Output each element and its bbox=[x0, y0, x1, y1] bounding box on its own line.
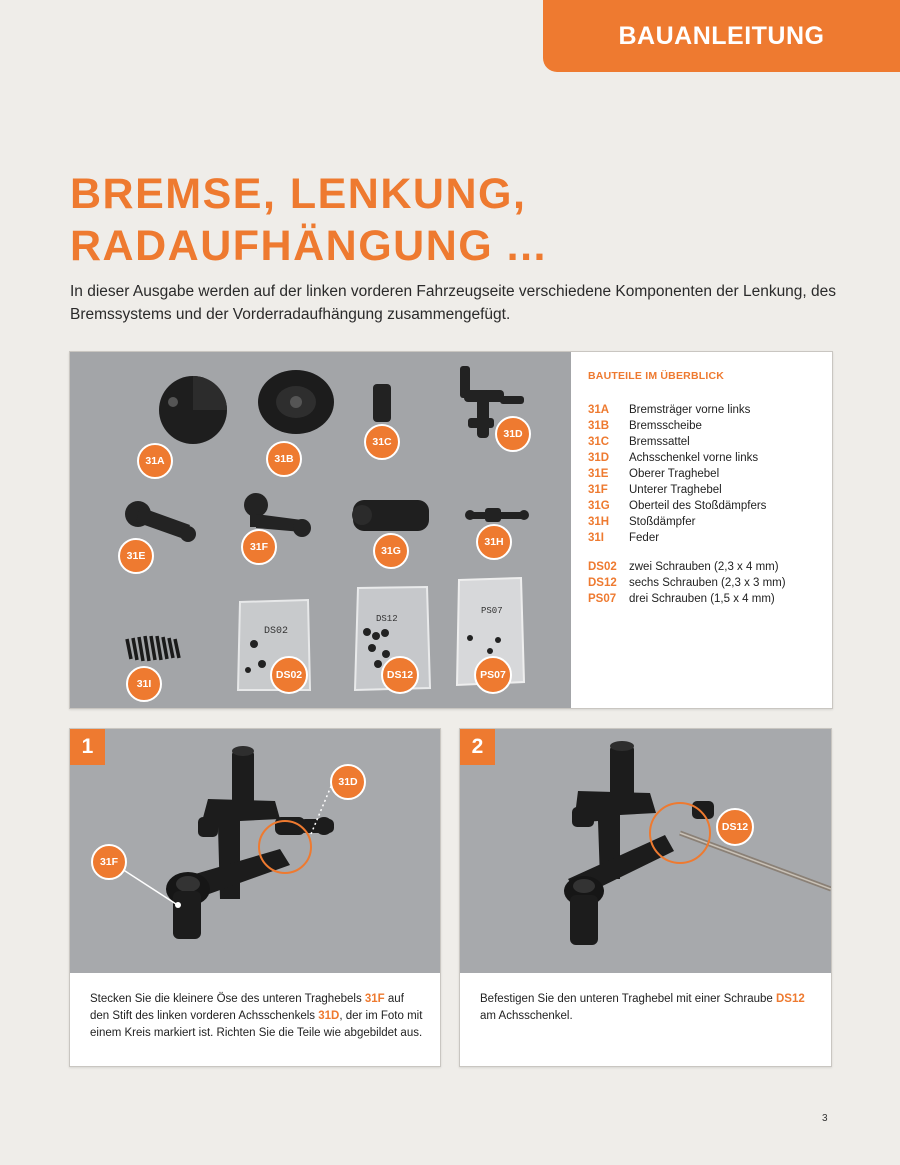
legend-code: DS12 bbox=[588, 577, 617, 589]
badge-31i: 31I bbox=[126, 666, 162, 702]
legend-name: Oberteil des Stoßdämpfers bbox=[629, 500, 767, 512]
legend-row bbox=[588, 434, 823, 450]
badge-31e: 31E bbox=[118, 538, 154, 574]
step-1-illustration bbox=[70, 729, 440, 973]
legend-code: 31F bbox=[588, 484, 608, 496]
part-31h-image bbox=[465, 508, 529, 522]
bag-print-ds02: DS02 bbox=[264, 626, 289, 637]
section-tab: BAUANLEITUNG bbox=[543, 0, 900, 72]
legend-code: 31B bbox=[588, 420, 610, 432]
legend-name: Unterer Traghebel bbox=[629, 484, 722, 496]
screws-list bbox=[588, 559, 823, 607]
step-2-number: 2 bbox=[460, 729, 495, 765]
intro-text: In dieser Ausgabe werden auf der linken vorderen Fahrzeugseite verschiedene Komponenten der Lenkung, des Bremssystems und der Vorderradaufhängung zusammengefügt. bbox=[70, 283, 837, 323]
part-31a-image bbox=[159, 376, 227, 444]
part-31c-image bbox=[373, 384, 391, 422]
part-31b-image bbox=[258, 370, 334, 434]
step-2 bbox=[459, 728, 832, 1067]
legend-title: BAUTEILE IM ÜBERBLICK bbox=[588, 370, 725, 382]
step-2-text: Befestigen Sie den unteren Traghebel mit einer Schraube DS12 am Achsschenkel. bbox=[480, 993, 805, 1022]
legend-row bbox=[588, 482, 823, 498]
legend-code: 31D bbox=[588, 452, 610, 464]
badge-ds12: DS12 bbox=[381, 656, 419, 694]
callout-ds12: DS12 bbox=[716, 808, 754, 846]
legend-name: sechs Schrauben (2,3 x 3 mm) bbox=[629, 577, 786, 589]
badge-31c: 31C bbox=[364, 424, 400, 460]
step-1-text: Stecken Sie die kleinere Öse des unteren Traghebels 31F auf den Stift des linken vorderen Achsschenkels 31D, der im Foto mit einem Kreis markiert ist. Richten Sie die Teile wie abgebildet aus. bbox=[90, 993, 423, 1039]
title-line-2: RADAUFHÄNGUNG ... bbox=[70, 222, 547, 270]
legend-code: 31H bbox=[588, 516, 610, 528]
badge-31f: 31F bbox=[241, 529, 277, 565]
step-1-number: 1 bbox=[70, 729, 105, 765]
badge-ps07: PS07 bbox=[474, 656, 512, 694]
page-title bbox=[70, 168, 547, 272]
badge-31b: 31B bbox=[266, 441, 302, 477]
legend-row bbox=[588, 418, 823, 434]
legend-name: Bremsträger vorne links bbox=[629, 404, 751, 416]
legend-name: drei Schrauben (1,5 x 4 mm) bbox=[629, 593, 775, 605]
step-1-photo bbox=[70, 729, 440, 973]
legend-code: 31I bbox=[588, 532, 604, 544]
legend-code: 31E bbox=[588, 468, 609, 480]
part-31i-image bbox=[127, 636, 179, 661]
badge-ds02: DS02 bbox=[270, 656, 308, 694]
bag-print-ps07: PS07 bbox=[481, 606, 503, 616]
parts-legend bbox=[588, 370, 823, 607]
parts-overview bbox=[69, 351, 833, 709]
title-line-1: BREMSE, LENKUNG, bbox=[70, 170, 527, 218]
callout-31d: 31D bbox=[330, 764, 366, 800]
parts-list bbox=[588, 402, 823, 546]
step-2-illustration bbox=[460, 729, 831, 973]
legend-name: Achsschenkel vorne links bbox=[629, 452, 759, 464]
step-1 bbox=[69, 728, 441, 1067]
legend-row bbox=[588, 530, 823, 546]
bag-print-ds12: DS12 bbox=[376, 614, 398, 624]
legend-row bbox=[588, 498, 823, 514]
step-2-photo bbox=[460, 729, 831, 973]
legend-row bbox=[588, 591, 823, 607]
legend-code: PS07 bbox=[588, 593, 617, 605]
callout-31f: 31F bbox=[91, 844, 127, 880]
legend-code: 31G bbox=[588, 500, 610, 512]
legend-code: 31C bbox=[588, 436, 610, 448]
legend-name: Oberer Traghebel bbox=[629, 468, 720, 480]
legend-row bbox=[588, 559, 823, 575]
legend-row bbox=[588, 450, 823, 466]
legend-name: Bremsscheibe bbox=[629, 420, 702, 432]
badge-31h: 31H bbox=[476, 524, 512, 560]
parts-photo bbox=[70, 352, 571, 708]
part-31e-image bbox=[125, 501, 196, 542]
part-31g-image bbox=[352, 500, 429, 531]
legend-name: Stoßdämpfer bbox=[629, 516, 696, 528]
legend-row bbox=[588, 514, 823, 530]
legend-row bbox=[588, 466, 823, 482]
badge-31g: 31G bbox=[373, 533, 409, 569]
legend-code: DS02 bbox=[588, 561, 617, 573]
legend-name: Bremssattel bbox=[629, 436, 690, 448]
legend-row bbox=[588, 402, 823, 418]
legend-row bbox=[588, 575, 823, 591]
badge-31d: 31D bbox=[495, 416, 531, 452]
legend-name: zwei Schrauben (2,3 x 4 mm) bbox=[629, 561, 779, 573]
legend-name: Feder bbox=[629, 532, 660, 544]
page-number: 3 bbox=[822, 1113, 828, 1124]
badge-31a: 31A bbox=[137, 443, 173, 479]
legend-code: 31A bbox=[588, 404, 610, 416]
